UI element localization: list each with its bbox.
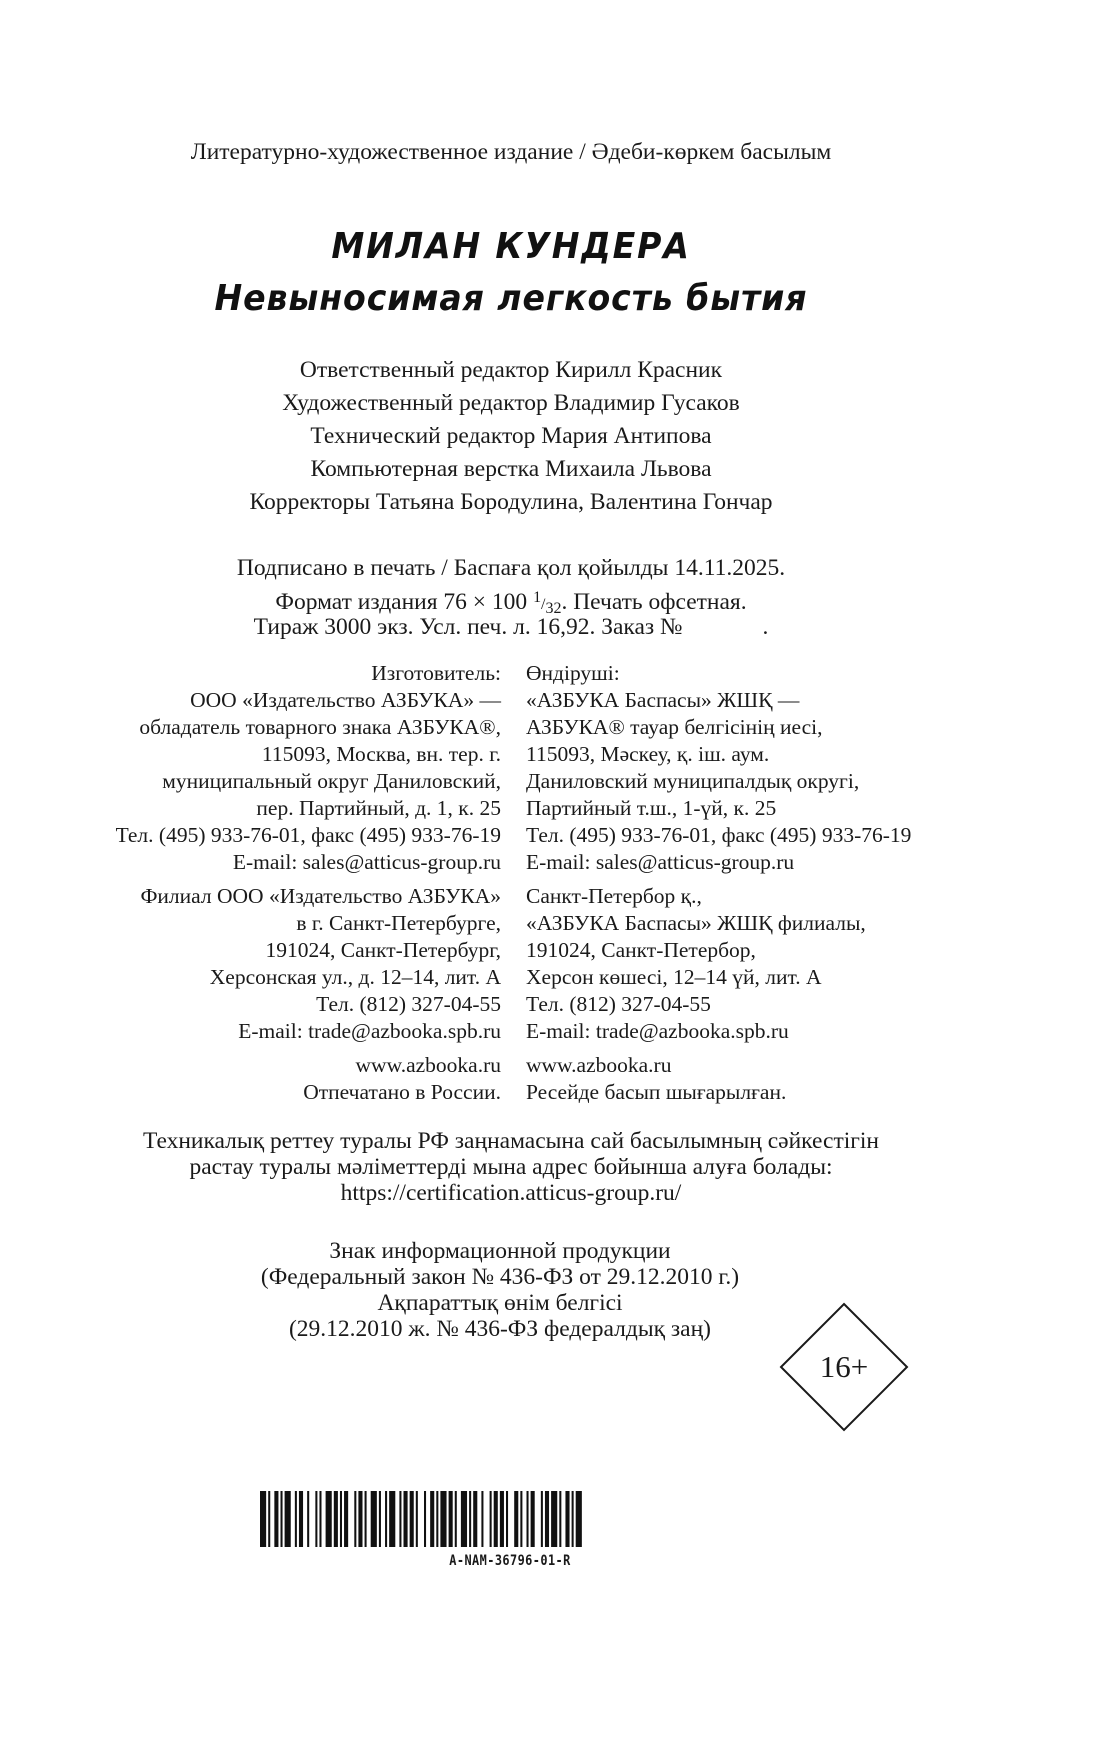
barcode-bar bbox=[281, 1491, 283, 1547]
barcode-bar bbox=[399, 1491, 401, 1547]
mfr-ru-line: Изготовитель: bbox=[371, 661, 501, 685]
barcode-bar bbox=[416, 1491, 418, 1547]
mfr-kz-line: Даниловский муниципалдық округі, bbox=[526, 769, 860, 793]
info-sign-line: (Федеральный закон № 436-ФЗ от 29.12.2010 г.) bbox=[260, 1264, 740, 1290]
barcode-bar bbox=[559, 1491, 561, 1547]
barcode-bar bbox=[285, 1491, 291, 1547]
credit-line: Художественный редактор Владимир Гусаков bbox=[282, 390, 740, 416]
barcode-bar bbox=[506, 1491, 508, 1547]
mfr-kz-line: E-mail: sales@atticus-group.ru bbox=[526, 850, 795, 874]
barcode-bar bbox=[440, 1491, 446, 1547]
mfr-kz-line: Херсон көшесі, 12–14 үй, лит. А bbox=[526, 965, 822, 989]
format-numerator: 1 bbox=[533, 589, 542, 606]
mfr-ru-line: 191024, Санкт-Петербург, bbox=[265, 938, 501, 962]
info-sign-line: Знак информационной продукции bbox=[329, 1238, 671, 1264]
credit-line: Технический редактор Мария Антипова bbox=[310, 423, 712, 449]
barcode-bar bbox=[319, 1491, 321, 1547]
mfr-kz-line: Партийный т.ш., 1-үй, к. 25 bbox=[526, 796, 777, 820]
barcode-bar bbox=[576, 1491, 582, 1547]
mfr-kz-line: Санкт-Петербор қ., bbox=[526, 884, 702, 908]
credit-line: Корректоры Татьяна Бородулина, Валентина Гончар bbox=[249, 489, 773, 515]
barcode-icon bbox=[260, 1491, 760, 1547]
barcode-bar bbox=[520, 1491, 522, 1547]
barcode-bar bbox=[410, 1491, 414, 1547]
certification-line: Техникалық реттеу туралы РФ заңнамасына сай басылымның сәйкестігін bbox=[143, 1128, 879, 1154]
barcode-bar bbox=[326, 1491, 332, 1547]
mfr-kz-line: 191024, Санкт-Петербор, bbox=[526, 938, 756, 962]
mfr-kz-line: Өндіруші: bbox=[526, 661, 620, 685]
age-rating-badge bbox=[779, 1302, 909, 1432]
barcode-bar bbox=[531, 1491, 535, 1547]
barcode-bar bbox=[385, 1491, 387, 1547]
barcode-bar bbox=[354, 1491, 356, 1547]
book-title: Невыносимая легкость бытия bbox=[214, 278, 808, 319]
mfr-ru-line: E-mail: trade@azbooka.spb.ru bbox=[238, 1019, 501, 1043]
barcode-bar bbox=[299, 1491, 303, 1547]
signed-to-print: Подписано в печать / Баспаға қол қойылды 14.11.2025. bbox=[236, 555, 786, 581]
barcode-bar bbox=[500, 1491, 504, 1547]
barcode-bar bbox=[389, 1491, 395, 1547]
barcode-bar bbox=[379, 1491, 381, 1547]
barcode-bar bbox=[481, 1491, 483, 1547]
mfr-kz-line: www.azbooka.ru bbox=[526, 1053, 672, 1077]
mfr-kz-line: Ресейде басып шығарылған. bbox=[526, 1080, 787, 1104]
certification-url: https://certification.atticus-group.ru/ bbox=[340, 1180, 682, 1206]
barcode-bar bbox=[473, 1491, 477, 1547]
barcode-bar bbox=[334, 1491, 338, 1547]
format-fraction: $^1/_{32}$ bbox=[533, 589, 562, 618]
barcode-bar bbox=[494, 1491, 498, 1547]
barcode-bar bbox=[274, 1491, 278, 1547]
mfr-ru-line: E-mail: sales@atticus-group.ru bbox=[232, 850, 501, 874]
barcode-bar bbox=[527, 1491, 529, 1547]
certification-line: растау туралы мәліметтерді мына адрес бойынша алуға болады: bbox=[189, 1154, 833, 1180]
mfr-ru-line: обладатель товарного знака АЗБУКА®, bbox=[139, 715, 501, 739]
barcode-bar bbox=[572, 1491, 574, 1547]
mfr-ru-line: Отпечатано в России. bbox=[303, 1080, 501, 1104]
barcode-bar bbox=[551, 1491, 557, 1547]
mfr-kz-line: «АЗБУКА Баспасы» ЖШҚ филиалы, bbox=[526, 911, 866, 935]
barcode-bar bbox=[344, 1491, 348, 1547]
edition-type: Литературно-художественное издание / Әдеби-көркем басылым bbox=[190, 139, 832, 165]
barcode-bar bbox=[404, 1491, 408, 1547]
barcode-bar bbox=[307, 1491, 309, 1547]
barcode-bar bbox=[455, 1491, 457, 1547]
mfr-kz-line: «АЗБУКА Баспасы» ЖШҚ — bbox=[526, 688, 800, 712]
barcode-bar bbox=[461, 1491, 467, 1547]
mfr-ru-line: пер. Партийный, д. 1, к. 25 bbox=[256, 796, 501, 820]
barcode-bar bbox=[430, 1491, 434, 1547]
mfr-kz-line: АЗБУКА® тауар белгісінің иесі, bbox=[526, 715, 823, 739]
barcode-bar bbox=[371, 1491, 377, 1547]
mfr-ru-line: муниципальный округ Даниловский, bbox=[162, 769, 501, 793]
mfr-ru-line: Тел. (812) 327-04-55 bbox=[316, 992, 501, 1016]
age-rating-text: 16+ bbox=[819, 1349, 869, 1384]
barcode-bar bbox=[514, 1491, 518, 1547]
barcode-bar bbox=[469, 1491, 471, 1547]
credit-line: Компьютерная верстка Михаила Львова bbox=[310, 456, 712, 482]
run-end: . bbox=[762, 614, 769, 640]
format-denominator: 32 bbox=[545, 600, 562, 618]
mfr-kz-line: Тел. (495) 933-76-01, факс (495) 933-76-19 bbox=[526, 823, 912, 847]
run-line bbox=[0, 612, 1022, 642]
barcode-bar bbox=[449, 1491, 453, 1547]
barcode-bar bbox=[358, 1491, 362, 1547]
mfr-ru-line: Херсонская ул., д. 12–14, лит. А bbox=[209, 965, 501, 989]
barcode-bar bbox=[365, 1491, 367, 1547]
mfr-kz-line: E-mail: trade@azbooka.spb.ru bbox=[526, 1019, 789, 1043]
mfr-ru-line: 115093, Москва, вн. тер. г. bbox=[261, 742, 501, 766]
barcode-bar bbox=[490, 1491, 492, 1547]
mfr-kz-line: 115093, Мәскеу, қ. іш. аум. bbox=[526, 742, 770, 766]
format-prefix: Формат издания 76 × 100 bbox=[275, 589, 528, 616]
barcode-bar bbox=[541, 1491, 543, 1547]
barcode-bar bbox=[315, 1491, 317, 1547]
credit-line: Ответственный редактор Кирилл Красник bbox=[299, 357, 723, 383]
barcode-bar bbox=[565, 1491, 569, 1547]
barcode-bar bbox=[436, 1491, 438, 1547]
mfr-ru-line: ООО «Издательство АЗБУКА» — bbox=[190, 688, 501, 712]
mfr-ru-line: www.azbooka.ru bbox=[355, 1053, 501, 1077]
barcode-bar bbox=[545, 1491, 549, 1547]
run-text: Тираж 3000 экз. Усл. печ. л. 16,92. Заказ № bbox=[253, 614, 683, 640]
author-name: МИЛАН КУНДЕРА bbox=[331, 226, 691, 267]
barcode-text: A-NAM-36796-01-R bbox=[449, 1553, 571, 1569]
barcode-bar bbox=[268, 1491, 270, 1547]
barcode-bar bbox=[424, 1491, 426, 1547]
format-suffix: . Печать офсетная. bbox=[561, 589, 747, 616]
mfr-ru-line: в г. Санкт-Петербурге, bbox=[296, 911, 501, 935]
info-sign-line: Ақпараттық өнім белгісі bbox=[377, 1290, 623, 1316]
mfr-ru-line: Филиал ООО «Издательство АЗБУКА» bbox=[140, 884, 501, 908]
barcode-bar bbox=[295, 1491, 297, 1547]
mfr-kz-line: Тел. (812) 327-04-55 bbox=[526, 992, 711, 1016]
barcode-bar bbox=[340, 1491, 342, 1547]
mfr-ru-line: Тел. (495) 933-76-01, факс (495) 933-76-19 bbox=[115, 823, 501, 847]
barcode-bar bbox=[260, 1491, 266, 1547]
info-sign-line: (29.12.2010 ж. № 436-ФЗ федералдық заң) bbox=[288, 1316, 712, 1342]
